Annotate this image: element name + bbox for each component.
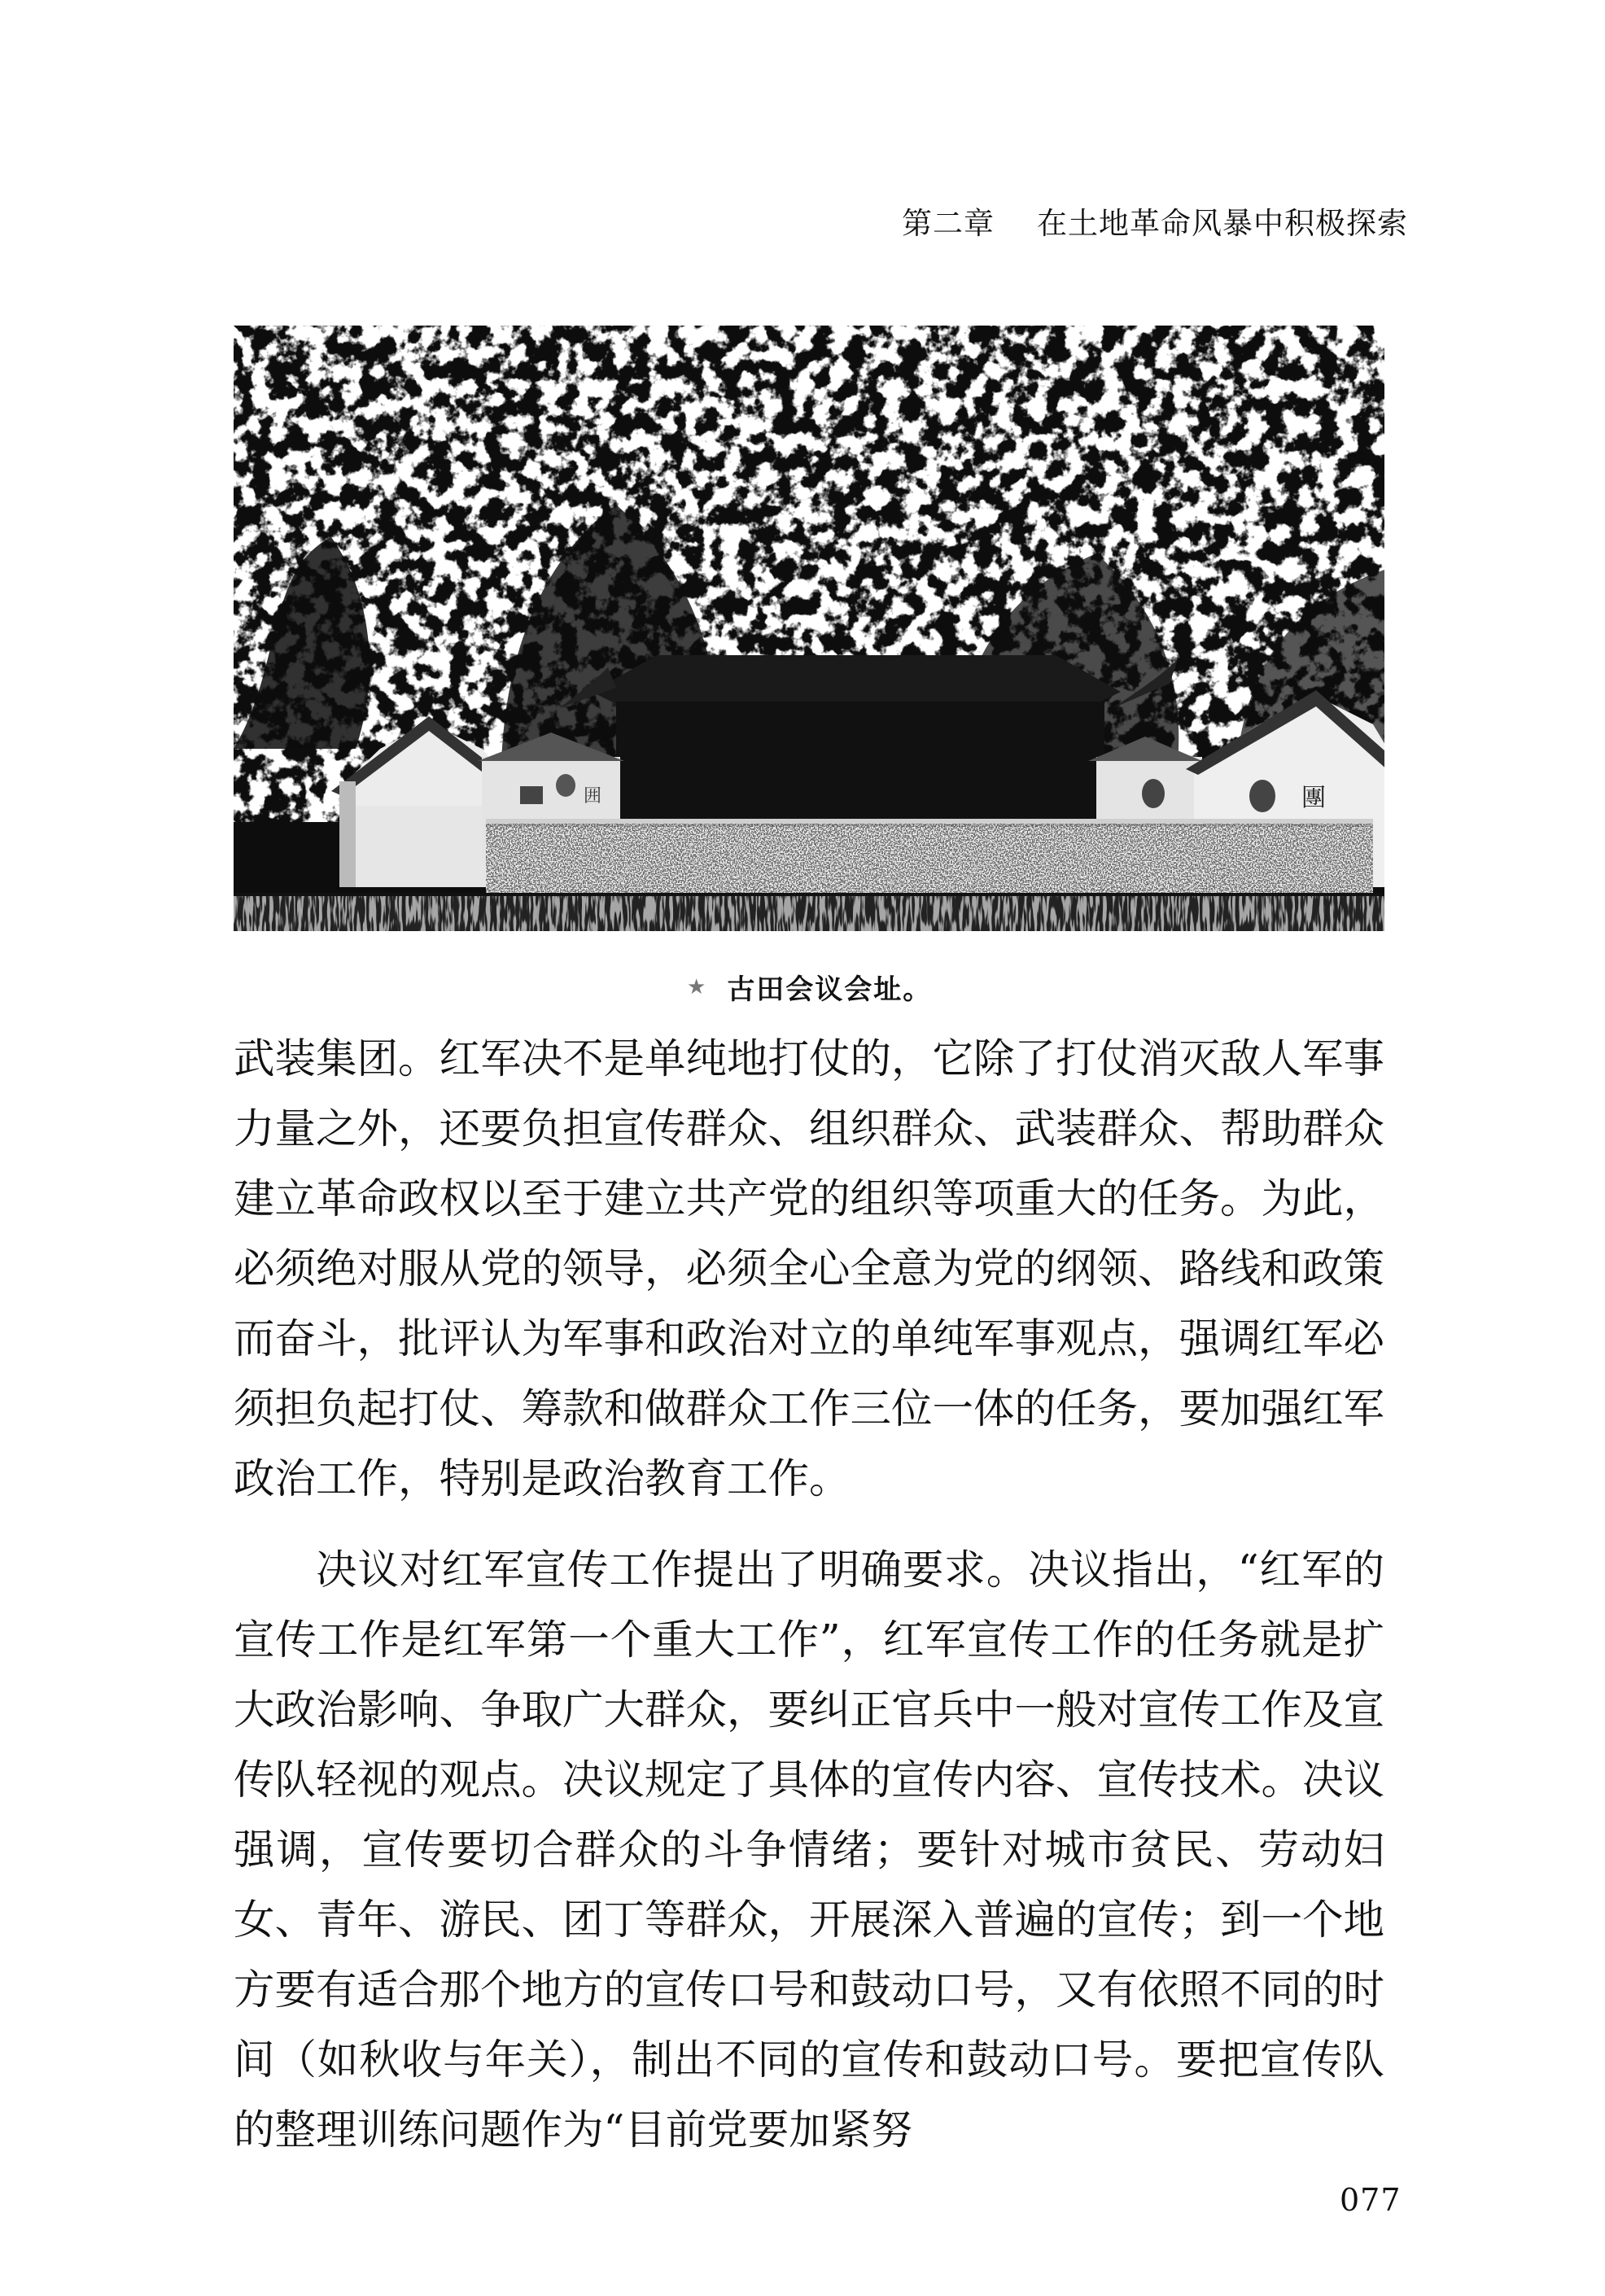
svg-text:囲: 囲 — [584, 786, 602, 807]
paragraph-1: 武装集团。红军决不是单纯地打仗的，它除了打仗消灭敌人军事力量之外，还要负担宣传群众、组织群众、武装群众、帮助群众建立革命政权以至于建立共产党的组织等项重大的任务。为此，必须绝对服从党的领导，必须全心全意为党的纲领、路线和政策而奋斗，批评认为军事和政治对立的单纯军事观点，强调红军必须担负起打仗、筹款和做群众工作三位一体的任务，要加强红军政治工作，特别是政治教育工作。 — [234, 1034, 1384, 1502]
gutian-meeting-site-photo — [234, 326, 1384, 931]
paragraph-2: 决议对红军宣传工作提出了明确要求。决议指出，“红军的宣传工作是红军第一个重大工作”，红军宣传工作的任务就是扩大政治影响、争取广大群众，要纠正官兵中一般对宣传工作及宣传队轻视的观点。决议规定了具体的宣传内容、宣传技术。决议强调，宣传要切合群众的斗争情绪；要针对城市贫民、劳动妇女、青年、游民、团丁等群众，开展深入普遍的宣传；到一个地方要有适合那个地方的宣传口号和鼓动口号，又有依照不同的时间（如秋收与年关），制出不同的宣传和鼓动口号。要把宣传队的整理训练问题作为“目前党要加紧努 — [234, 1546, 1384, 2154]
caption-text: 古田会议会址。 — [727, 973, 933, 1006]
chapter-number: 第二章 — [902, 206, 995, 241]
chapter-title: 在土地革命风暴中积极探索 — [1037, 206, 1408, 241]
star-icon: ★ — [687, 974, 708, 999]
figure-caption — [687, 967, 932, 1007]
page-number: 077 — [1340, 2182, 1402, 2218]
body-text — [234, 1024, 1384, 2165]
running-head — [902, 199, 1472, 243]
svg-text:團: 團 — [1301, 784, 1326, 812]
